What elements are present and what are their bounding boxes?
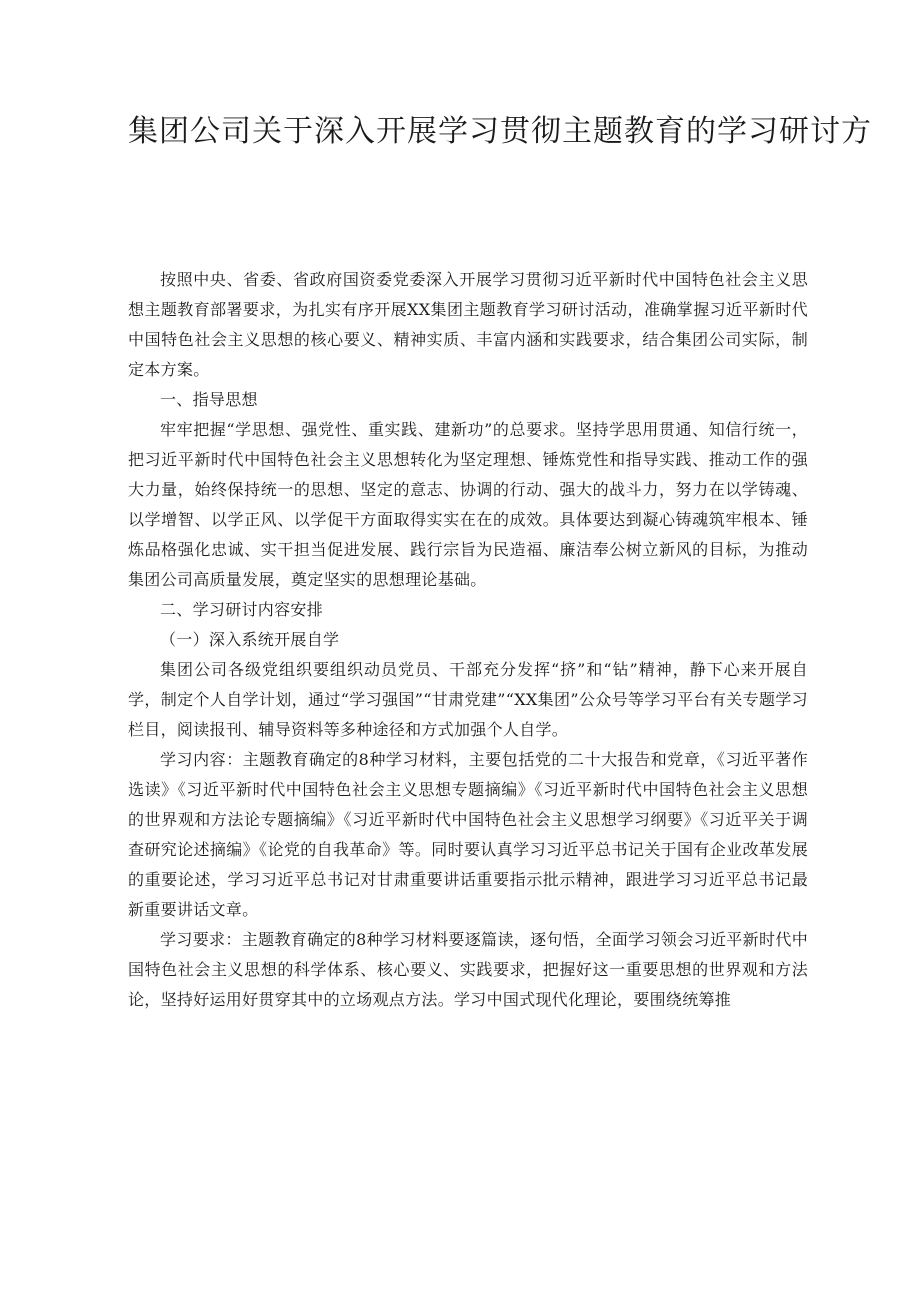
document-body <box>128 265 808 1015</box>
study-requirements-paragraph: 学习要求：主题教育确定的8种学习材料要逐篇读，逐句悟，全面学习领会习近平新时代中国特色社会主义思想的科学体系、核心要义、实践要求，把握好这一重要思想的世界观和方法论，坚持好运用好贯穿其中的立场观点方法。学习中国式现代化理论，要围绕统筹推 <box>128 930 808 1009</box>
intro-paragraph: 按照中央、省委、省政府国资委党委深入开展学习贯彻习近平新时代中国特色社会主义思想主题教育部署要求，为扎实有序开展XX集团主题教育学习研讨活动，准确掌握习近平新时代中国特色社会主义思想的核心要义、精神实质、丰富内涵和实践要求，结合集团公司实际，制定本方案。 <box>128 270 808 379</box>
subsection-heading-self-study: （一）深入系统开展自学 <box>160 630 340 649</box>
section-heading-guiding-thought: 一、指导思想 <box>160 390 258 409</box>
study-content-paragraph: 学习内容：主题教育确定的8种学习材料，主要包括党的二十大报告和党章，《习近平著作选读》《习近平新时代中国特色社会主义思想专题摘编》《习近平新时代中国特色社会主义思想的世界观和方法论专题摘编》《习近平新时代中国特色社会主义思想学习纲要》《习近平关于调查研究论述摘编》《论党的自我革命》等。同时要认真学习习近平总书记关于国有企业改革发展的重要论述，学习习近平总书记对甘肃重要讲话重要指示批示精神，跟进学习习近平总书记最新重要讲话文章。 <box>128 750 808 919</box>
document-title: 集团公司关于深入开展学习贯彻主题教育的学习研讨方 <box>128 114 872 149</box>
self-study-paragraph: 集团公司各级党组织要组织动员党员、干部充分发挥“挤”和“钻”精神，静下心来开展自学，制定个人自学计划，通过“学习强国”“甘肃党建”“XX集团”公众号等学习平台有关专题学习栏目，阅读报刊、辅导资料等多种途径和方式加强个人自学。 <box>128 660 808 739</box>
guiding-thought-paragraph: 牢牢把握“学思想、强党性、重实践、建新功”的总要求。坚持学思用贯通、知信行统一，把习近平新时代中国特色社会主义思想转化为坚定理想、锤炼党性和指导实践、推动工作的强大力量，始终保持统一的思想、坚定的意志、协调的行动、强大的战斗力，努力在以学铸魂、以学增智、以学正风、以学促干方面取得实实在在的成效。具体要达到凝心铸魂筑牢根本、锤炼品格强化忠诚、实干担当促进发展、践行宗旨为民造福、廉洁奉公树立新风的目标，为推动集团公司高质量发展，奠定坚实的思想理论基础。 <box>128 420 808 589</box>
section-heading-study-arrangement: 二、学习研讨内容安排 <box>160 600 324 619</box>
